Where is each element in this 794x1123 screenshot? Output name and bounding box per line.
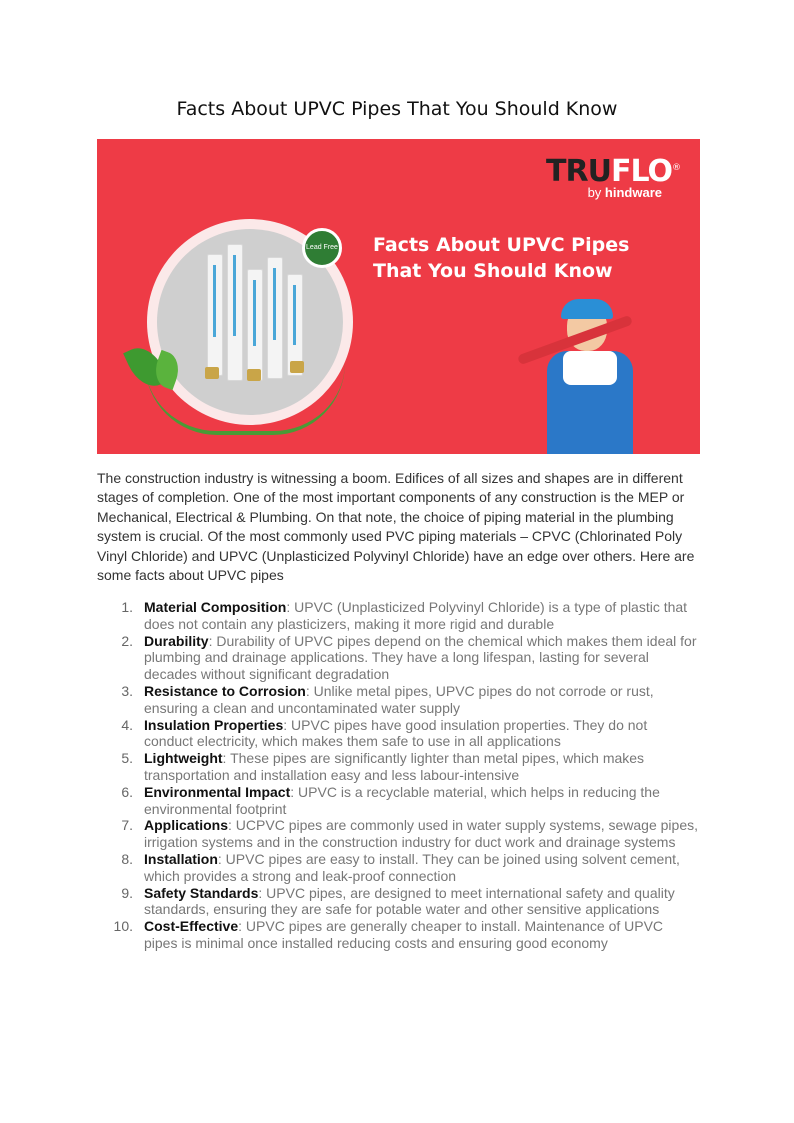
logo-tru-text: TRU [546, 154, 611, 189]
list-item: 2. Durability: Durability of UPVC pipes depend on the chemical which makes them ideal for plumbing and drainage applications. They have a long lifespan, lasting for several decades without significant degradation [121, 632, 697, 683]
logo-brand-text: hindware [604, 185, 662, 200]
page-title: Facts About UPVC Pipes That You Should Know [176, 98, 618, 120]
truflo-logo [546, 154, 680, 200]
list-item: 3. Resistance to Corrosion: Unlike metal pipes, UPVC pipes do not corrode or rust, ensuring a clean and uncontaminated water supply [121, 682, 654, 716]
logo-flo-text: FLO [610, 154, 672, 189]
list-item: 9. Safety Standards: UPVC pipes, are designed to meet international safety and quality standards, ensuring they are safe for potable water and other sensitive applications [121, 884, 675, 918]
logo-by-text: by [587, 185, 602, 200]
hero-banner-image [97, 139, 700, 454]
banner-headline [373, 232, 629, 284]
list-item: 1. Material Composition: UPVC (Unplasticized Polyvinyl Chloride) is a type of plastic that does not contain any plasticizers, making it more rigid and durable [121, 599, 688, 632]
plumber-mascot-illustration [515, 299, 675, 454]
list-item: 6. Environmental Impact: UPVC is a recyclable material, which helps in reducing the environmental footprint [121, 783, 660, 817]
list-item: 7. Applications: UCPVC pipes are commonly used in water supply systems, sewage pipes, irrigation systems and in the construction industry for duct work and drainage systems [121, 817, 698, 851]
list-item: 5. Lightweight: These pipes are significantly lighter than metal pipes, which makes transportation and installation easy and less labour-intensive [121, 750, 645, 783]
banner-headline-line2: That You Should Know [373, 260, 613, 282]
facts-list [97, 599, 700, 952]
intro-paragraph: The construction industry is witnessing a boom. Edifices of all sizes and shapes are in different stages of completion. One of the most important components of any construction is the MEP or Mechanical, Electrical & Plumbing. On that note, the choice of piping material in the plumbing system is crucial. Of the most commonly used PVC piping materials – CPVC (Chlorinated Poly Vinyl Chloride) and UPVC (Unplasticized Polyvinyl Chloride) have an edge over others. Here are some facts about UPVC pipes [97, 470, 695, 584]
list-item: 4. Insulation Properties: UPVC pipes have good insulation properties. They do not conduct electricity, which makes them safe to use in all applications [121, 716, 648, 750]
lead-free-badge-icon: Lead Free [302, 228, 342, 268]
pipe-illustration [227, 244, 243, 381]
list-item: 8. Installation: UPVC pipes are easy to install. They can be joined using solvent cement, which provides a strong and leak-proof connection [121, 850, 680, 884]
banner-headline-line1: Facts About UPVC Pipes [373, 234, 630, 256]
list-item: 10. Cost-Effective: UPVC pipes are generally cheaper to install. Maintenance of UPVC pipes is minimal once installed reducing costs and ensuring good economy [113, 918, 664, 951]
registered-mark: ® [672, 163, 680, 173]
pipe-illustration [267, 257, 283, 379]
pipe-illustration [207, 254, 223, 376]
